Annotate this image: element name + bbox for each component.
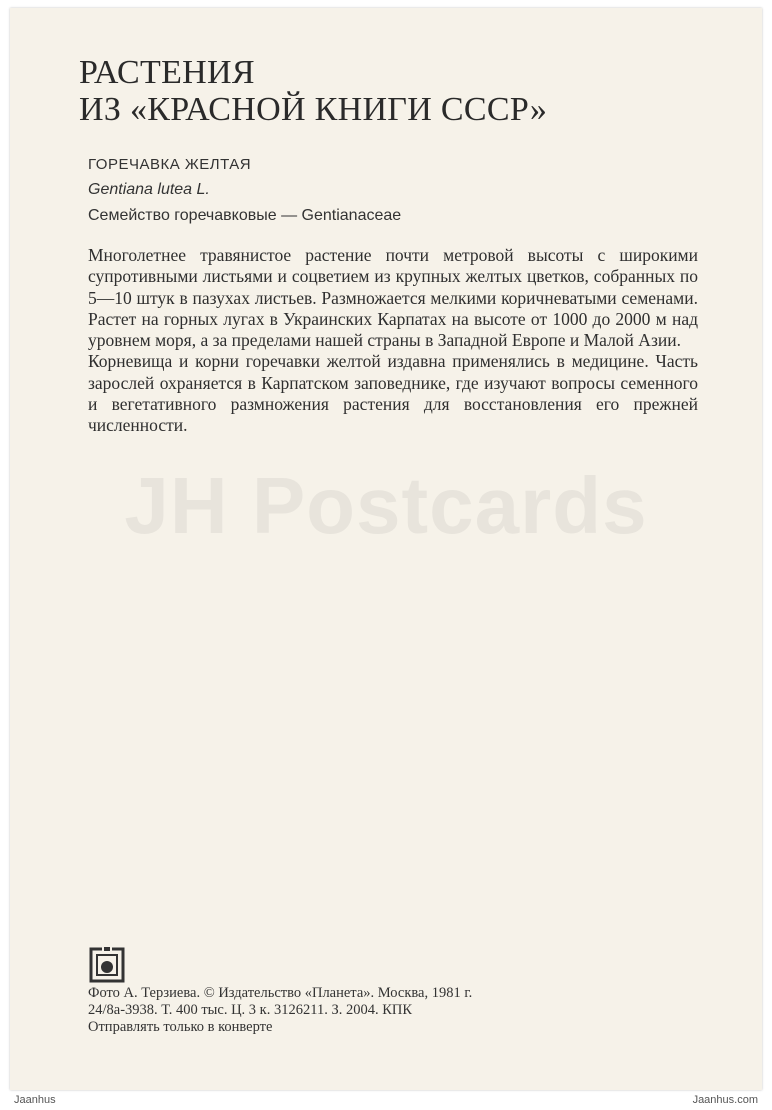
title-line-2: ИЗ «КРАСНОЙ КНИГИ СССР» <box>79 91 548 128</box>
title-line-1: РАСТЕНИЯ <box>79 54 255 91</box>
description <box>88 245 698 437</box>
site-label-left: Jaanhus <box>14 1094 56 1106</box>
watermark: JH Postcards <box>124 461 648 550</box>
description-paragraph-2: Корневища и корни горечавки желтой издавна применялись в медицине. Часть зарослей охраняется в Карпатском заповеднике, где изучают вопросы семенного и вегетативного размножения растения для восстановления его прежней численности. <box>88 351 698 436</box>
page-title <box>79 54 547 128</box>
plant-name-russian: ГОРЕЧАВКА ЖЕЛТАЯ <box>88 156 252 173</box>
site-label-right: Jaanhus.com <box>692 1094 758 1106</box>
credits-line-3: Отправлять только в конверте <box>88 1019 273 1035</box>
planeta-logo-icon <box>88 946 126 984</box>
publisher-credits <box>88 985 472 1036</box>
credits-line-1: Фото А. Терзиева. © Издательство «Планета». Москва, 1981 г. <box>88 985 473 1001</box>
plant-name-latin: Gentiana lutea L. <box>88 181 210 198</box>
credits-line-2: 24/8а-3938. Т. 400 тыс. Ц. 3 к. 3126211. З. 2004. КПК <box>88 1002 413 1018</box>
description-paragraph-1: Многолетнее травянистое растение почти метровой высоты с широкими супротивными листьями и соцветием из крупных желтых цветков, собранных по 5—10 штук в пазухах листьев. Размножается мелкими коричневатыми семенами. Растет на горных лугах в Украинских Карпатах на высоте от 1000 до 2000 м над уровнем моря, а за пределами нашей страны в Западной Европе и Малой Азии. <box>88 245 698 351</box>
plant-family: Семейство горечавковые — Gentianaceae <box>88 207 402 224</box>
postcard <box>10 8 762 1090</box>
